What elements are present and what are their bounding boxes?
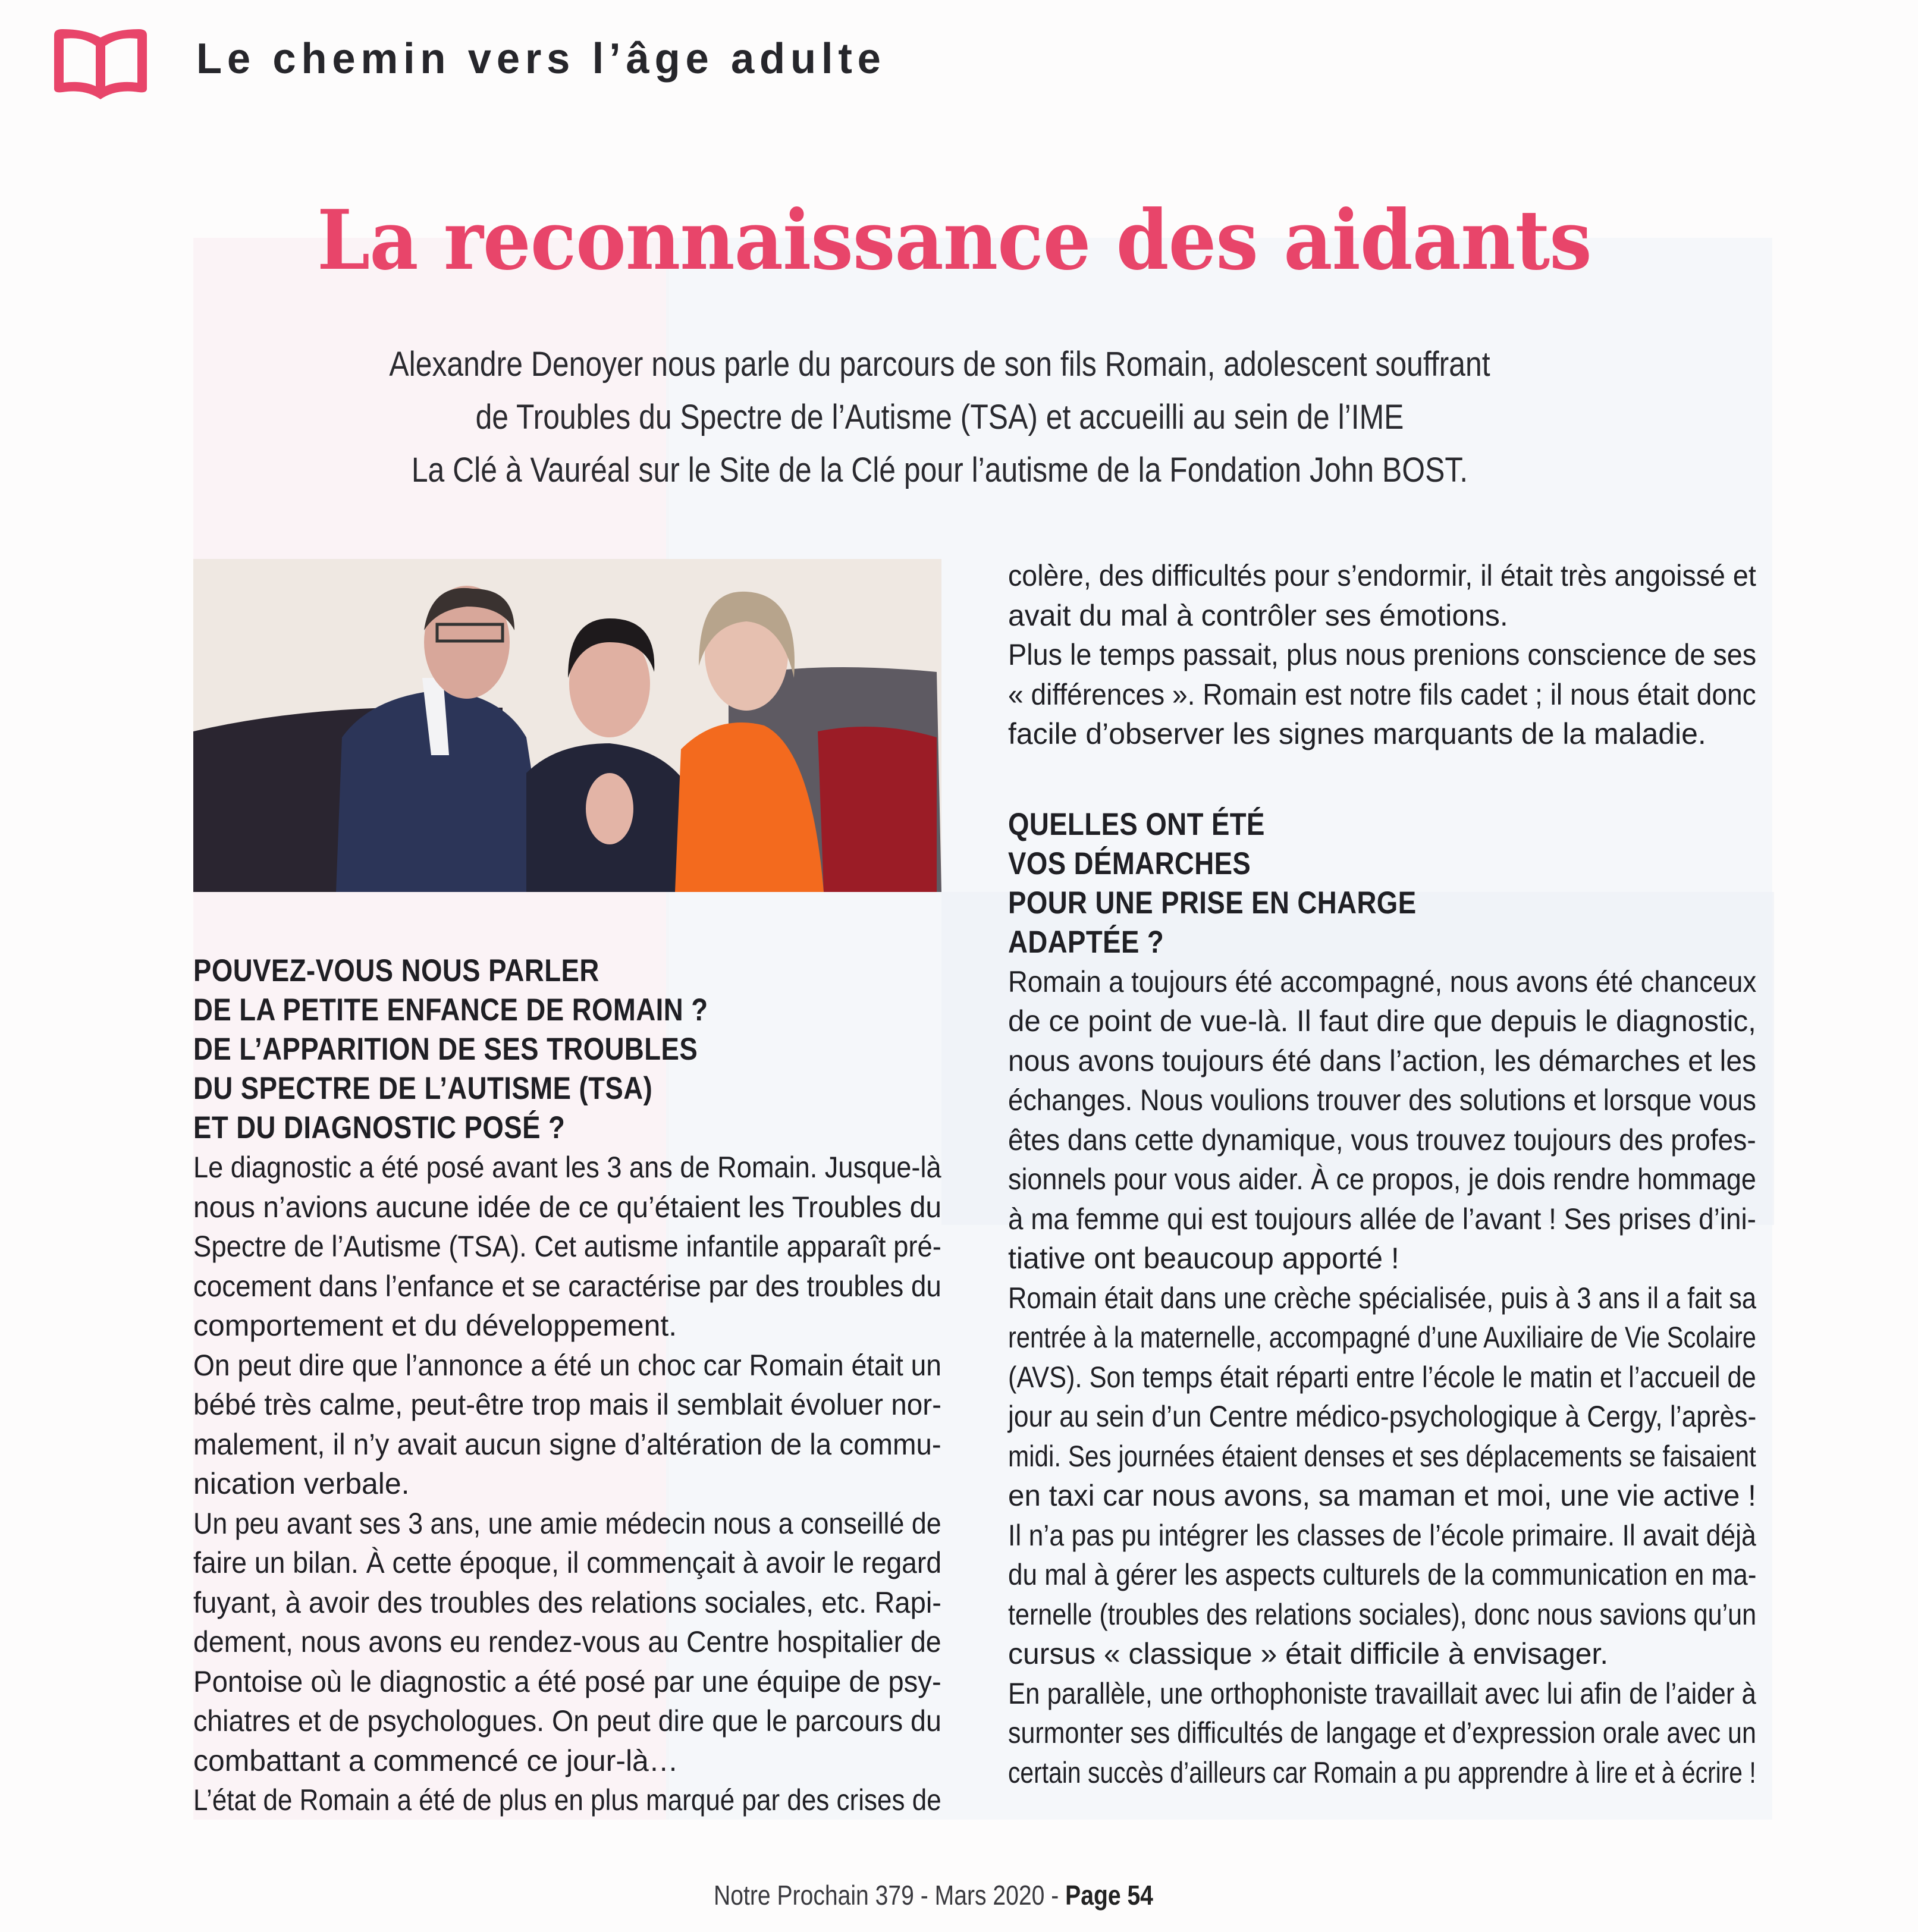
question-line: DU SPECTRE DE L’AUTISME (TSA) [193, 1071, 653, 1106]
text-line: échanges. Nous voulions trouver des solutions et lorsque vous [1008, 1083, 1756, 1117]
subtitle-line: La Clé à Vauréal sur le Site de la Clé pour l’autisme de la Fondation John BOST. [411, 451, 1468, 489]
text-line: rentrée à la maternelle, accompagné d’une Auxiliaire de Vie Scolaire [1008, 1321, 1756, 1354]
text-line: bébé très calme, peut-être trop mais il semblait évoluer nor- [193, 1388, 942, 1421]
open-book-icon [49, 27, 152, 100]
text-line: faire un bilan. À cette époque, il commençait à avoir le regard [193, 1546, 942, 1579]
family-photo [193, 559, 941, 892]
text-line: malement, il n’y avait aucun signe d’altération de la commu- [193, 1427, 941, 1461]
text-line: Spectre de l’Autisme (TSA). Cet autisme infantile apparaît pré- [193, 1230, 941, 1263]
article-title: La reconnaissance des aidants [317, 191, 1591, 288]
text-line: avait du mal à contrôler ses émotions. [1008, 598, 1508, 632]
text-line: ternelle (troubles des relations sociales), donc nous savions qu’un [1008, 1597, 1757, 1631]
question-line: VOS DÉMARCHES [1008, 846, 1251, 881]
text-line: L’état de Romain a été de plus en plus marqué par des crises de [193, 1783, 941, 1817]
text-line: Romain a toujours été accompagné, nous avons été chanceux [1008, 965, 1757, 998]
page-number: Page 54 [1065, 1880, 1153, 1911]
question-line: DE LA PETITE ENFANCE DE ROMAIN ? [193, 992, 708, 1028]
text-line: nication verbale. [193, 1467, 410, 1500]
text-line: de ce point de vue-là. Il faut dire que depuis le diagnostic, [1008, 1004, 1756, 1038]
answer-text-continued [1008, 556, 1757, 754]
text-line: à ma femme qui est toujours allée de l’avant ! Ses prises d’ini- [1008, 1202, 1756, 1236]
text-line: En parallèle, une orthophoniste travaillait avec lui afin de l’aider à [1008, 1676, 1756, 1710]
left-column [193, 951, 943, 1820]
text-line: On peut dire que l’annonce a été un choc car Romain était un [193, 1348, 941, 1382]
text-line: Le diagnostic a été posé avant les 3 ans de Romain. Jusque-là [193, 1151, 941, 1184]
answer-text [193, 1148, 943, 1820]
text-line: (AVS). Son temps était réparti entre l’école le matin et l’accueil de [1008, 1360, 1756, 1394]
text-line: surmonter ses difficultés de langage et d’expression orale avec un [1008, 1716, 1756, 1749]
text-line: sionnels pour vous aider. À ce propos, je dois rendre hommage [1008, 1163, 1756, 1196]
text-line: êtes dans cette dynamique, vous trouvez toujours des profes- [1008, 1123, 1756, 1157]
family-photo-illustration [193, 559, 941, 892]
text-line: Un peu avant ses 3 ans, une amie médecin nous a conseillé de [193, 1506, 941, 1540]
text-line: cursus « classique » était difficile à envisager. [1008, 1637, 1609, 1670]
text-line: colère, des difficultés pour s’endormir, il était très angoissé et [1008, 559, 1756, 592]
section-title: Le chemin vers l’âge adulte [196, 35, 886, 83]
answer-text [1008, 962, 1757, 1793]
text-line: dement, nous avons eu rendez-vous au Centre hospitalier de [193, 1625, 941, 1658]
text-line: Romain était dans une crèche spécialisée, puis à 3 ans il a fait sa [1008, 1281, 1757, 1315]
text-line: cocement dans l’enfance et se caractérise par des troubles du [193, 1269, 941, 1303]
text-line: nous avons toujours été dans l’action, les démarches et les [1008, 1044, 1757, 1077]
text-line: « différences ». Romain est notre fils cadet ; il nous était donc [1008, 677, 1756, 711]
right-column [1008, 556, 1757, 1792]
text-line: midi. Ses journées étaient denses et ses déplacements se faisaient [1008, 1439, 1756, 1473]
text-line: en taxi car nous avons, sa maman et moi, une vie active ! [1008, 1479, 1756, 1512]
publication-info: Notre Prochain 379 - Mars 2020 - [714, 1880, 1066, 1911]
text-line: nous n’avions aucune idée de ce qu’étaient les Troubles du [193, 1190, 942, 1224]
text-line: Pontoise où le diagnostic a été posé par une équipe de psy- [193, 1664, 941, 1698]
question-line: ET DU DIAGNOSTIC POSÉ ? [193, 1110, 566, 1145]
text-line: du mal à gérer les aspects culturels de la communication en ma- [1008, 1558, 1757, 1591]
text-line: certain succès d’ailleurs car Romain a pu apprendre à lire et à écrire ! [1008, 1755, 1756, 1789]
text-line: Il n’a pas pu intégrer les classes de l’école primaire. Il avait déjà [1008, 1518, 1756, 1552]
interview-question [1008, 805, 1757, 962]
question-line: ADAPTÉE ? [1008, 924, 1164, 960]
text-line: fuyant, à avoir des troubles des relations sociales, etc. Rapi- [193, 1585, 942, 1619]
text-line: facile d’observer les signes marquants de la maladie. [1008, 717, 1706, 750]
page-footer [714, 1879, 1153, 1911]
text-line: comportement et du développement. [193, 1309, 677, 1342]
question-line: DE L’APPARITION DE SES TROUBLES [193, 1032, 698, 1067]
text-line: chiatres et de psychologues. On peut dire que le parcours du [193, 1704, 941, 1738]
text-line: jour au sein d’un Centre médico-psychologique à Cergy, l’après- [1008, 1400, 1757, 1433]
text-line: tiative ont beaucoup apporté ! [1008, 1242, 1399, 1275]
question-line: QUELLES ONT ÉTÉ [1008, 806, 1265, 842]
article-subtitle [250, 338, 1630, 497]
text-line: combattant a commencé ce jour-là… [193, 1743, 679, 1777]
question-line: POUVEZ-VOUS NOUS PARLER [193, 953, 599, 988]
interview-question [193, 951, 943, 1148]
question-line: POUR UNE PRISE EN CHARGE [1008, 885, 1417, 921]
subtitle-line: Alexandre Denoyer nous parle du parcours de son fils Romain, adolescent souffrant [389, 345, 1490, 384]
subtitle-line: de Troubles du Spectre de l’Autisme (TSA) et accueilli au sein de l’IME [475, 398, 1404, 436]
text-line: Plus le temps passait, plus nous prenions conscience de ses [1008, 638, 1757, 671]
